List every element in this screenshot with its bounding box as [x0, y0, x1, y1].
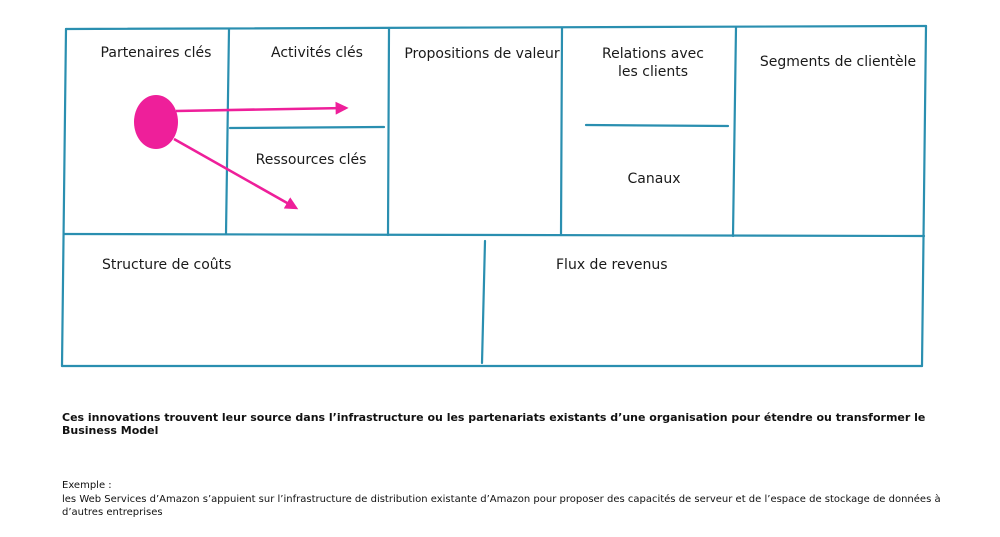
canvas-border-left	[62, 29, 66, 366]
canvas-grid-lines	[62, 26, 926, 366]
key-partners-label: Partenaires clés	[100, 45, 212, 61]
canvas-border-top	[66, 26, 926, 29]
canvas-divider-middle	[64, 234, 924, 236]
divider-relations-segments	[733, 27, 736, 236]
divider-costs-revenue	[482, 241, 485, 363]
key-resources-label: Ressources clés	[255, 152, 367, 168]
customer-segments-label: Segments de clientèle	[759, 54, 917, 70]
divider-activities-value	[388, 28, 389, 235]
cost-structure-label: Structure de coûts	[102, 257, 232, 273]
example-body-text: les Web Services d’Amazon s’appuient sur l’infrastructure de distribution existante d’Amazon pour proposer des capacités de serveur et de l’espace de stockage de données à d’autres entreprises	[62, 494, 941, 518]
divider-partners-activities	[226, 29, 229, 234]
key-activities-label: Activités clés	[271, 45, 363, 61]
customer-relationships-label: Relations avec les clients	[602, 46, 704, 80]
highlight-dot	[134, 95, 178, 149]
channels-label: Canaux	[627, 171, 681, 187]
divider-activities-resources	[230, 127, 384, 128]
arrow-to-key-activities	[176, 108, 346, 111]
headline-text: Ces innovations trouvent leur source dans l’infrastructure ou les partenariats existants d’une organisation pour étendre ou transformer le Business Model	[62, 411, 926, 437]
arrow-to-key-resources	[174, 139, 296, 208]
revenue-streams-label: Flux de revenus	[556, 257, 668, 273]
divider-relations-channels	[586, 125, 728, 126]
value-propositions-label: Propositions de valeur	[404, 46, 560, 62]
example-label: Exemple :	[62, 480, 112, 491]
canvas-border-right	[922, 26, 926, 366]
